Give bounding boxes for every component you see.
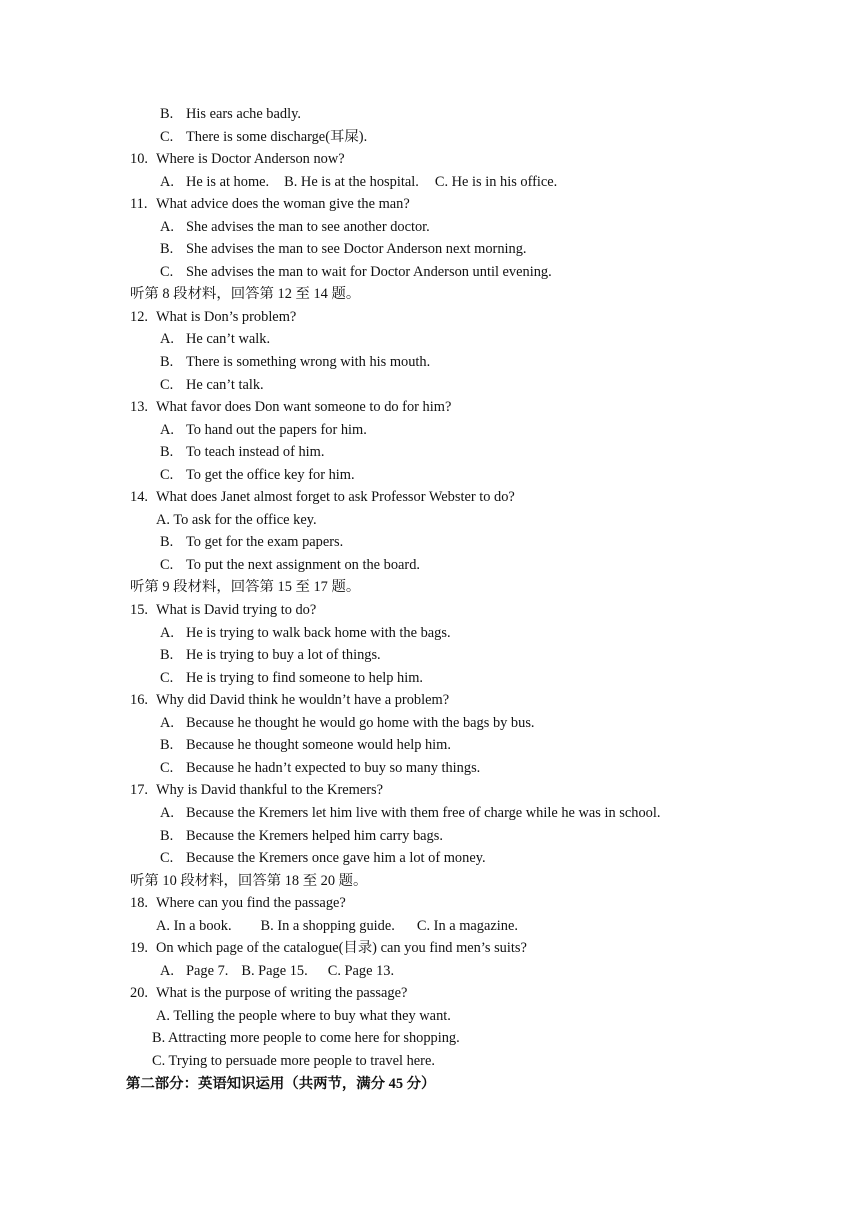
option-row [156,915,518,938]
option-line [0,1050,860,1073]
option-line [0,847,860,870]
section-instruction [0,283,860,306]
question-text: What is the purpose of writing the passage? [156,985,408,1002]
option-label: B. [160,106,174,122]
option-label: C. [160,128,174,145]
question-number: 16. [130,692,148,709]
question-number: 18. [130,895,148,912]
option-label: B. [160,354,174,371]
option-text: He is trying to buy a lot of things. [186,647,381,664]
option-label: A. [160,714,174,731]
option-line [0,644,860,667]
question-line [0,306,860,329]
option-label: A. [160,962,174,979]
question-line [0,486,860,509]
option-label: A. [160,331,174,348]
option-label: A. [160,173,174,190]
question-text: On which page of the catalogue(目录) can you find men’s suits? [156,940,527,957]
section-instruction [0,870,860,893]
option-text: To get for the exam papers. [186,534,344,551]
option-label: C. [160,263,174,280]
part-heading-text: 第二部分：英语知识运用（共两节，满分 45 分） [126,1075,436,1092]
option-line [0,622,860,645]
option-text: She advises the man to see Doctor Anderson next morning. [186,241,527,258]
option-line [0,441,860,464]
option-text: Because he thought someone would help him. [186,737,451,754]
option-line [0,712,860,735]
question-number: 17. [130,782,148,799]
section-text: 听第 9 段材料，回答第 15 至 17 题。 [130,579,361,596]
question-line [0,689,860,712]
option-text: B. He is at the hospital. [284,173,419,190]
section-text: 听第 8 段材料，回答第 12 至 14 题。 [130,286,361,303]
question-text: What favor does Don want someone to do for him? [156,399,452,416]
question-line [0,779,860,802]
option-label: A. [160,218,174,235]
question-number: 12. [130,308,148,325]
option-text: B. In a shopping guide. [260,917,395,934]
option-text: To hand out the papers for him. [186,421,367,438]
option-label: B. [160,444,174,461]
option-text: Because the Kremers once gave him a lot of money. [186,850,486,867]
option-label: B. [160,827,174,844]
option-text: There is some discharge(耳屎). [186,128,368,145]
option-line [0,419,860,442]
option-text: His ears ache badly. [186,106,301,122]
question-number: 19. [130,940,148,957]
question-text: Why did David think he wouldn’t have a problem? [156,692,450,709]
option-line [0,802,860,825]
option-text: To teach instead of him. [186,444,325,461]
option-label: A. [160,421,174,438]
option-text: To get the office key for him. [186,466,355,483]
option-line [0,1005,860,1028]
question-number: 11. [130,196,148,213]
option-line [0,103,860,126]
option-text: Because the Kremers let him live with them free of charge while he was in school. [186,804,661,821]
option-text: He can’t talk. [186,376,264,393]
part-heading [0,1073,860,1096]
question-line [0,937,860,960]
question-number: 15. [130,602,148,619]
question-line [0,193,860,216]
option-line [0,960,860,983]
question-text: Where is Doctor Anderson now? [156,151,345,168]
section-instruction [0,576,860,599]
option-text: B. Page 15. [241,962,308,979]
option-line [0,464,860,487]
option-label: A. [160,804,174,821]
question-line [0,892,860,915]
option-line [0,1027,860,1050]
option-text: Page 7. [186,962,229,979]
option-line [0,734,860,757]
option-line [0,126,860,149]
option-line [0,757,860,780]
question-text: Where can you find the passage? [156,895,346,912]
option-label: C. [160,466,174,483]
section-text: 听第 10 段材料，回答第 18 至 20 题。 [130,872,368,889]
option-row [186,960,394,983]
question-number: 13. [130,399,148,416]
option-label: A. [160,624,174,641]
option-line [0,554,860,577]
question-number: 14. [130,489,148,506]
option-label: B. [160,647,174,664]
question-number: 20. [130,985,148,1002]
option-text: Because the Kremers helped him carry bags. [186,827,443,844]
option-text: A. In a book. [156,917,232,934]
option-label: C. [160,376,174,393]
option-row [186,171,557,194]
option-label: C. [160,669,174,686]
option-line [0,509,860,532]
option-label: B. [160,534,174,551]
exam-page [0,103,860,1095]
option-line [0,238,860,261]
option-text: A. To ask for the office key. [156,511,317,528]
option-text: A. Telling the people where to buy what they want. [156,1007,451,1024]
question-line [0,599,860,622]
option-line [0,216,860,239]
option-text: To put the next assignment on the board. [186,556,420,573]
option-text: There is something wrong with his mouth. [186,354,431,371]
question-line [0,982,860,1005]
option-text: She advises the man to see another doctor. [186,218,430,235]
option-line [0,351,860,374]
question-text: What advice does the woman give the man? [156,196,410,213]
option-line [0,531,860,554]
option-line [0,667,860,690]
option-label: B. [160,737,174,754]
option-text: C. He is in his office. [434,173,558,190]
option-label: C. [160,759,174,776]
option-line [0,328,860,351]
question-line [0,396,860,419]
option-line [0,171,860,194]
option-text: She advises the man to wait for Doctor Anderson until evening. [186,263,552,280]
option-text: Because he hadn’t expected to buy so many things. [186,759,481,776]
question-text: Why is David thankful to the Kremers? [156,782,383,799]
question-text: What is David trying to do? [156,602,317,619]
question-text: What does Janet almost forget to ask Professor Webster to do? [156,489,515,506]
question-line [0,148,860,171]
option-text: He is trying to walk back home with the bags. [186,624,451,641]
option-text: C. Page 13. [327,962,395,979]
question-text: What is Don’s problem? [156,308,297,325]
option-label: B. [160,241,174,258]
option-text: He is trying to find someone to help him. [186,669,424,686]
option-line [0,261,860,284]
question-number: 10. [130,151,148,168]
option-line [0,374,860,397]
option-text: He is at home. [186,173,270,190]
option-label: C. [160,556,174,573]
option-line [0,825,860,848]
option-text: C. In a magazine. [416,917,518,934]
option-text: B. Attracting more people to come here for shopping. [152,1030,460,1047]
option-text: He can’t walk. [186,331,271,348]
option-label: C. [160,850,174,867]
option-line [0,915,860,938]
option-text: Because he thought he would go home with the bags by bus. [186,714,535,731]
option-text: C. Trying to persuade more people to travel here. [152,1052,435,1069]
